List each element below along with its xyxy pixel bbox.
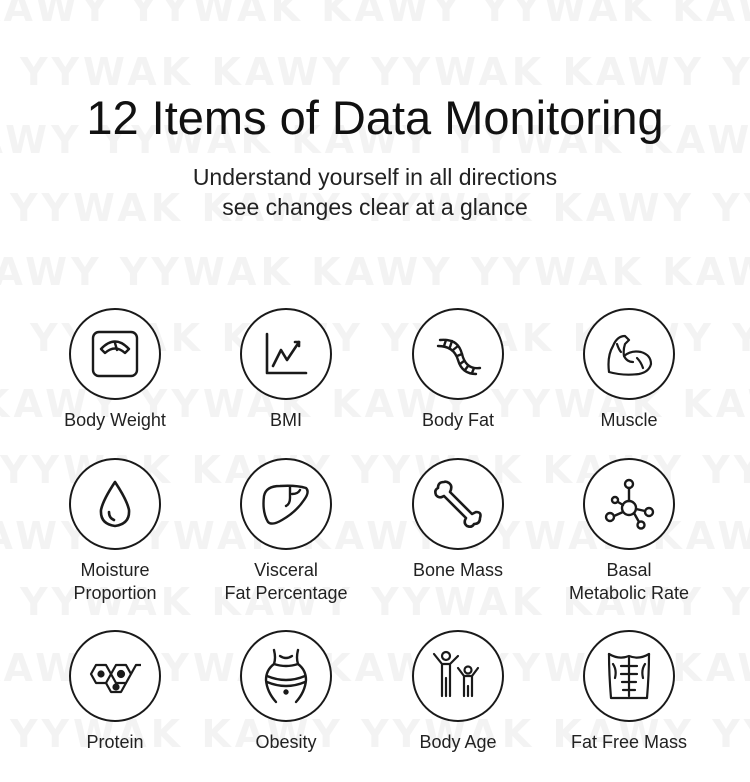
item-label: Body Age: [419, 732, 497, 752]
item-moisture-proportion: [29, 458, 201, 605]
icon-circle: [412, 308, 504, 400]
item-bone-mass: [372, 458, 544, 582]
item-body-fat: [372, 308, 544, 432]
icon-circle: [240, 458, 332, 550]
item-label: BMI: [269, 410, 302, 430]
icon-circle: [583, 630, 675, 722]
item-label: Basal Metabolic Rate: [568, 560, 690, 603]
item-visceral-fat-percentage: [200, 458, 372, 605]
page-title: 12 Items of Data Monitoring: [86, 91, 664, 144]
item-label: Obesity: [255, 732, 317, 752]
item-label: Moisture Proportion: [73, 560, 157, 603]
bone-icon: [426, 472, 490, 536]
family-icon: [426, 644, 490, 708]
item-label: Fat Free Mass: [570, 732, 688, 752]
icon-circle: [240, 308, 332, 400]
subtitle-line-2: see changes clear at a glance: [222, 194, 528, 220]
item-bmi: [200, 308, 372, 432]
line-chart-icon: [254, 322, 318, 386]
flexed-arm-icon: [597, 322, 661, 386]
liver-icon: [254, 472, 318, 536]
item-label: Body Fat: [421, 410, 495, 430]
icon-circle: [583, 458, 675, 550]
icon-circle: [412, 630, 504, 722]
water-drop-icon: [83, 472, 147, 536]
abs-torso-icon: [597, 644, 661, 708]
item-basal-metabolic-rate: [543, 458, 715, 605]
item-fat-free-mass: [543, 630, 715, 754]
item-body-weight: [29, 308, 201, 432]
icon-circle: [240, 630, 332, 722]
item-protein: [29, 630, 201, 754]
icon-circle: [412, 458, 504, 550]
item-label: Protein: [86, 732, 144, 752]
subtitle-line-1: Understand yourself in all directions: [192, 164, 558, 190]
item-label: Body Weight: [64, 410, 166, 430]
icon-circle: [69, 308, 161, 400]
icon-circle: [69, 630, 161, 722]
molecule-icon: [597, 472, 661, 536]
waist-measure-icon: [254, 644, 318, 708]
weighing-scale-icon: [83, 322, 147, 386]
icon-circle: [69, 458, 161, 550]
item-label: Muscle: [600, 410, 658, 430]
item-obesity: [200, 630, 372, 754]
icon-circle: [583, 308, 675, 400]
item-label: Bone Mass: [412, 560, 504, 580]
item-muscle: [543, 308, 715, 432]
hexagon-molecule-icon: [83, 644, 147, 708]
dna-icon: [426, 322, 490, 386]
item-label: Visceral Fat Percentage: [224, 560, 348, 603]
item-body-age: [372, 630, 544, 754]
